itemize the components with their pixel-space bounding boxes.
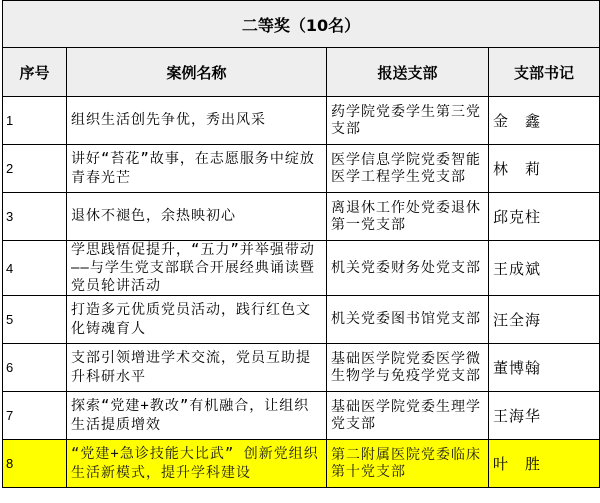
row-branch: 离退休工作处党委退休第一党支部: [327, 193, 489, 241]
table-title: 二等奖（10名）: [3, 1, 600, 48]
row-secretary: 邱克柱: [489, 193, 600, 241]
row-number: 1: [3, 97, 67, 145]
award-table: [2, 0, 600, 488]
row-secretary: 王成斌: [489, 241, 600, 296]
row-secretary: 董博翰: [489, 344, 600, 392]
row-secretary: 王海华: [489, 392, 600, 440]
header-case-name: 案例名称: [67, 48, 327, 97]
header-row: [3, 48, 600, 97]
row-case-name: 讲好“苔花”故事，在志愿服务中绽放青春光芒: [67, 145, 327, 193]
table-row: [3, 296, 600, 344]
row-number: 6: [3, 344, 67, 392]
row-number: 2: [3, 145, 67, 193]
row-case-name: “党建+急诊技能大比武” 创新党组织生活新模式，提升学科建设: [67, 440, 327, 488]
row-secretary: 汪全海: [489, 296, 600, 344]
row-case-name: 支部引领增进学术交流，党员互助提升科研水平: [67, 344, 327, 392]
table-row: [3, 241, 600, 296]
row-secretary: 金 鑫: [489, 97, 600, 145]
row-branch: 医学信息学院党委智能医学工程学生党支部: [327, 145, 489, 193]
row-branch: 机关党委图书馆党支部: [327, 296, 489, 344]
table-row: [3, 193, 600, 241]
row-case-name: 打造多元优质党员活动，践行红色文化铸魂育人: [67, 296, 327, 344]
row-secretary: 叶 胜: [489, 440, 600, 488]
row-case-name: 组织生活创先争优，秀出风采: [67, 97, 327, 145]
row-number: 7: [3, 392, 67, 440]
table-row: [3, 145, 600, 193]
row-case-name: 探索“党建+教改”有机融合，让组织生活提质增效: [67, 392, 327, 440]
row-number: 5: [3, 296, 67, 344]
row-branch: 第二附属医院党委临床第十党支部: [327, 440, 489, 488]
table-row: [3, 97, 600, 145]
row-case-name: 退休不褪色，余热映初心: [67, 193, 327, 241]
header-number: 序号: [3, 48, 67, 97]
row-branch: 机关党委财务处党支部: [327, 241, 489, 296]
header-secretary: 支部书记: [489, 48, 600, 97]
row-branch: 药学院党委学生第三党支部: [327, 97, 489, 145]
table-row: [3, 344, 600, 392]
row-number: 8: [3, 440, 67, 488]
row-number: 4: [3, 241, 67, 296]
row-case-name: 学思践悟促提升，“五力”并举强带动——与学生党支部联合开展经典诵读暨党员轮讲活动: [67, 241, 327, 296]
table-row: [3, 392, 600, 440]
row-secretary: 林 莉: [489, 145, 600, 193]
row-branch: 基础医学院党委医学微生物学与免疫学党支部: [327, 344, 489, 392]
header-branch: 报送支部: [327, 48, 489, 97]
title-row: [3, 1, 600, 48]
table-row-highlighted: [3, 440, 600, 488]
row-branch: 基础医学院党委生理学党支部: [327, 392, 489, 440]
row-number: 3: [3, 193, 67, 241]
